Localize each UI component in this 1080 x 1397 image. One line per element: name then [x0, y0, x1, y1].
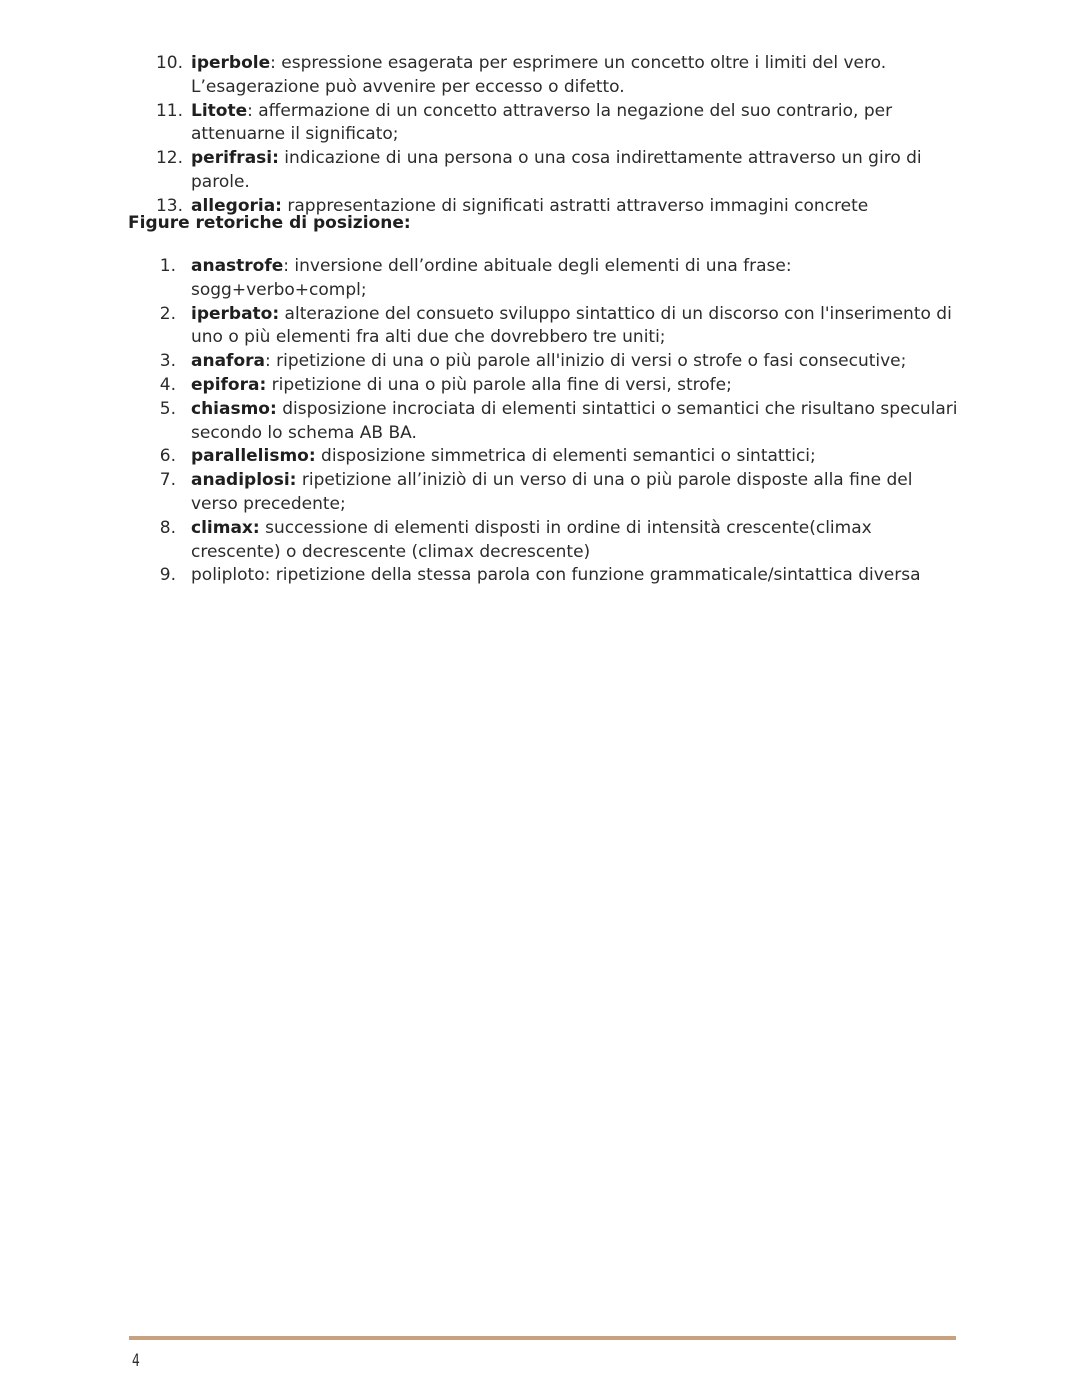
item-term: epifora:: [191, 374, 267, 395]
item-number: 7.: [159, 470, 176, 491]
item-number: 8.: [159, 517, 176, 538]
list-item-iperbato: [0, 303, 961, 351]
item-term: Litote: [191, 100, 248, 121]
item-number: 4.: [159, 374, 176, 395]
item-definition: disposizione incrociata di elementi sintattici o semantici che risultano speculari secondo lo schema AB BA.: [191, 398, 958, 443]
rhetorical-figures-list-continued: [0, 52, 961, 219]
item-separator: :: [270, 53, 276, 73]
item-term: iperbato:: [191, 303, 280, 324]
item-definition: ripetizione di una o più parole alla fine di versi, strofe;: [266, 374, 732, 395]
item-text: [191, 147, 961, 195]
item-term: perifrasi:: [191, 148, 279, 169]
item-definition: inversione dell’ordine abituale degli elementi di una frase: sogg+verbo+compl;: [191, 256, 792, 300]
list-item-iperbole: [0, 52, 961, 100]
item-definition: alterazione del consueto sviluppo sintattico di un discorso con l'inserimento di uno o più elementi fra alti due che dovrebbero tre uniti;: [191, 303, 952, 348]
item-separator: :: [283, 256, 290, 276]
item-text: [191, 52, 961, 100]
item-separator: :: [247, 100, 253, 121]
item-term: allegoria:: [191, 195, 282, 216]
item-text: [191, 374, 961, 398]
item-number: 9.: [159, 565, 176, 586]
list-item-anadiplosi: [0, 469, 961, 517]
list-item-chiasmo: [0, 398, 961, 446]
list-item-anafora: [0, 350, 961, 374]
item-number: 5.: [159, 398, 176, 419]
item-text: [191, 564, 961, 588]
list-item-anastrofe: [0, 255, 961, 303]
item-text: [191, 255, 961, 303]
item-number: 11.: [155, 100, 183, 121]
item-term: anafora: [191, 351, 265, 372]
list-item-litote: [0, 100, 961, 148]
item-number: 2.: [159, 303, 176, 324]
item-definition: rappresentazione di significati astratti attraverso immagini concrete: [282, 195, 869, 216]
item-text: [191, 350, 961, 374]
item-text: [191, 100, 961, 148]
list-item-parallelismo: [0, 445, 961, 469]
item-text: [191, 517, 961, 565]
section-heading: Figure retoriche di posizione:: [128, 213, 411, 233]
item-definition: poliploto: ripetizione della stessa parola con funzione grammaticale/sintattica diversa: [191, 565, 921, 586]
item-text: [191, 303, 961, 351]
item-definition: indicazione di una persona o una cosa indirettamente attraverso un giro di parole.: [191, 148, 922, 192]
item-separator: :: [264, 351, 271, 372]
item-definition: successione di elementi disposti in ordine di intensità crescente(climax crescente) o decrescente (climax decrescente): [191, 517, 872, 562]
item-text: [191, 469, 961, 517]
position-figures-list: [0, 255, 961, 588]
item-text: [191, 445, 961, 469]
list-item-perifrasi: [0, 147, 961, 195]
page-number: 4: [132, 1351, 140, 1371]
item-definition: espressione esagerata per esprimere un concetto oltre i limiti del vero. L’esagerazione può avvenire per eccesso o difetto.: [191, 53, 887, 97]
item-number: 1.: [159, 256, 176, 276]
item-term: anadiplosi:: [191, 470, 297, 491]
item-number: 12.: [155, 148, 183, 169]
list-item-climax: [0, 517, 961, 565]
item-term: parallelismo:: [191, 446, 316, 467]
footer-divider: [129, 1336, 956, 1340]
item-number: 3.: [159, 351, 176, 372]
item-definition: ripetizione all’iniziò di un verso di una o più parole disposte alla fine del verso precedente;: [191, 470, 913, 514]
item-definition: disposizione simmetrica di elementi semantici o sintattici;: [315, 446, 816, 467]
item-definition: ripetizione di una o più parole all'inizio di versi o strofe o fasi consecutive;: [270, 351, 907, 372]
item-term: anastrofe: [191, 256, 284, 276]
item-term: climax:: [191, 517, 260, 538]
item-text: [191, 398, 961, 446]
list-item-poliploto: [0, 564, 961, 588]
item-number: 13.: [155, 195, 183, 216]
item-number: 10.: [155, 53, 183, 73]
list-item-epifora: [0, 374, 961, 398]
item-term: chiasmo:: [191, 398, 277, 419]
item-number: 6.: [159, 446, 176, 467]
item-definition: affermazione di un concetto attraverso la negazione del suo contrario, per attenuarne il significato;: [191, 100, 893, 145]
item-term: iperbole: [191, 53, 271, 73]
